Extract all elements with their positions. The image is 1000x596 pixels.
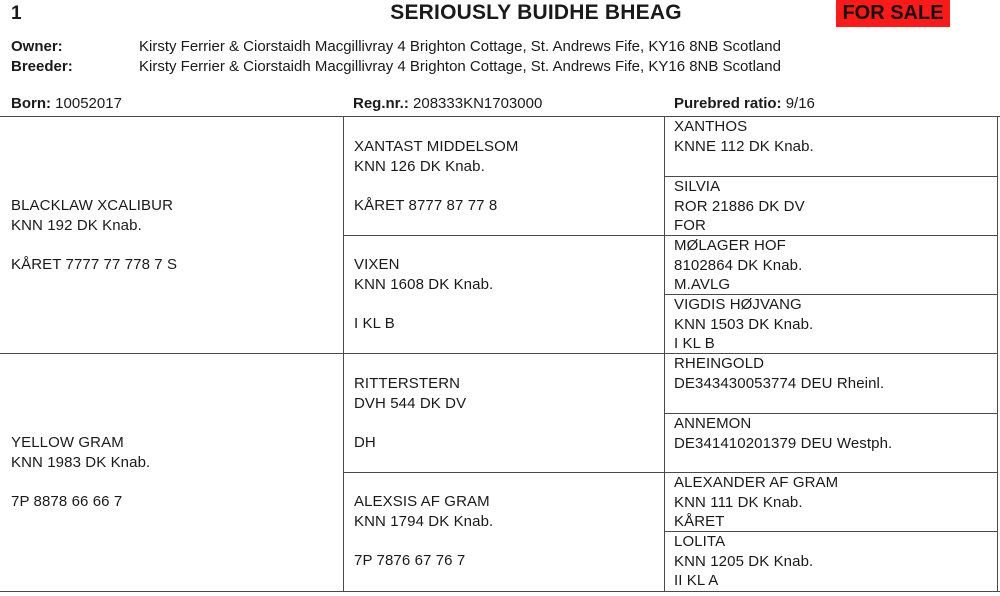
sire-reg: KNN 192 DK Knab. — [11, 216, 142, 234]
grid-col-1 — [343, 116, 344, 592]
reg-field — [353, 95, 542, 112]
horse-name-title: SERIOUSLY BUIDHE BHEAG — [390, 1, 682, 24]
sss-name: XANTHOS — [674, 118, 748, 135]
reg-label: Reg.nr.: — [353, 95, 409, 112]
sds-reg: 8102864 DK Knab. — [674, 256, 803, 274]
dam-sire-name: RITTERSTERN — [354, 375, 461, 392]
dam-name: YELLOW GRAM — [11, 434, 124, 451]
sds-name: MØLAGER HOF — [674, 237, 786, 254]
grid-right-border — [997, 116, 998, 592]
grid-bottom-border — [0, 591, 1000, 592]
dam-dam-cell — [354, 492, 493, 570]
owner-label: Owner: — [11, 38, 63, 55]
sss-reg: KNNE 112 DK Knab. — [674, 137, 814, 155]
purebred-label: Purebred ratio: — [674, 95, 782, 112]
sdd-name: VIGDIS HØJVANG — [674, 296, 802, 313]
dsd-reg: DE341410201379 DEU Westph. — [674, 434, 893, 452]
grid-row-q1 — [343, 235, 998, 236]
ssd-note: FOR — [674, 217, 706, 234]
dds-reg: KNN 111 DK Knab. — [674, 493, 803, 511]
sds-cell — [674, 236, 802, 295]
grid-top-border — [0, 116, 1000, 117]
sire-dam-name: VIXEN — [354, 256, 400, 273]
grid-row-q3 — [343, 472, 998, 473]
sss-cell — [674, 117, 814, 156]
dam-cell — [11, 433, 150, 511]
ddd-name: LOLITA — [674, 533, 726, 550]
dds-cell — [674, 473, 838, 532]
sdd-cell — [674, 295, 813, 354]
sire-name: BLACKLAW XCALIBUR — [11, 197, 174, 214]
dsd-cell — [674, 414, 892, 453]
dam-dam-name: ALEXSIS AF GRAM — [354, 493, 490, 510]
breeder-value: Kirsty Ferrier & Ciorstaidh Macgillivray 4 Brighton Cottage, St. Andrews Fife, KY16 8NB Scotland — [139, 58, 781, 75]
dam-sire-reg: DVH 544 DK DV — [354, 394, 467, 412]
dam-dam-reg: KNN 1794 DK Knab. — [354, 512, 494, 530]
sire-dam-note: I KL B — [354, 314, 395, 332]
reg-value: 208333KN1703000 — [413, 95, 543, 112]
born-value: 10052017 — [55, 95, 122, 112]
sire-cell — [11, 196, 177, 274]
dds-name: ALEXANDER AF GRAM — [674, 474, 839, 491]
sdd-reg: KNN 1503 DK Knab. — [674, 315, 814, 333]
ssd-reg: ROR 21886 DK DV — [674, 197, 805, 215]
sire-sire-cell — [354, 137, 519, 215]
owner-value: Kirsty Ferrier & Ciorstaidh Macgillivray 4 Brighton Cottage, St. Andrews Fife, KY16 8NB Scotland — [139, 38, 781, 55]
purebred-field — [674, 95, 815, 112]
grid-col-2 — [664, 116, 665, 592]
for-sale-badge: FOR SALE — [836, 0, 950, 27]
sdd-note: I KL B — [674, 335, 715, 352]
sire-sire-reg: KNN 126 DK Knab. — [354, 157, 485, 175]
dam-reg: KNN 1983 DK Knab. — [11, 453, 151, 471]
dds-note: KÅRET — [674, 513, 725, 530]
dss-cell — [674, 354, 884, 393]
sds-note: M.AVLG — [674, 276, 731, 293]
ddd-cell — [674, 532, 813, 591]
ssd-cell — [674, 177, 805, 236]
ddd-reg: KNN 1205 DK Knab. — [674, 552, 814, 570]
entry-number: 1 — [11, 3, 22, 24]
purebred-value: 9/16 — [785, 95, 815, 112]
dam-sire-note: DH — [354, 433, 376, 451]
sire-sire-name: XANTAST MIDDELSOM — [354, 138, 519, 155]
born-field — [11, 95, 122, 112]
sire-sire-note: KÅRET 8777 87 77 8 — [354, 196, 498, 214]
dss-name: RHEINGOLD — [674, 355, 765, 372]
sire-note: KÅRET 7777 77 778 7 S — [11, 255, 178, 273]
dsd-name: ANNEMON — [674, 415, 752, 432]
breeder-label: Breeder: — [11, 58, 73, 75]
born-label: Born: — [11, 95, 51, 112]
dam-sire-cell — [354, 374, 466, 452]
sire-dam-cell — [354, 255, 493, 333]
dss-reg: DE343430053774 DEU Rheinl. — [674, 374, 885, 392]
dam-note: 7P 8878 66 66 7 — [11, 492, 123, 510]
dam-dam-note: 7P 7876 67 76 7 — [354, 551, 466, 569]
sire-dam-reg: KNN 1608 DK Knab. — [354, 275, 494, 293]
ddd-note: II KL A — [674, 572, 719, 589]
ssd-name: SILVIA — [674, 178, 721, 195]
